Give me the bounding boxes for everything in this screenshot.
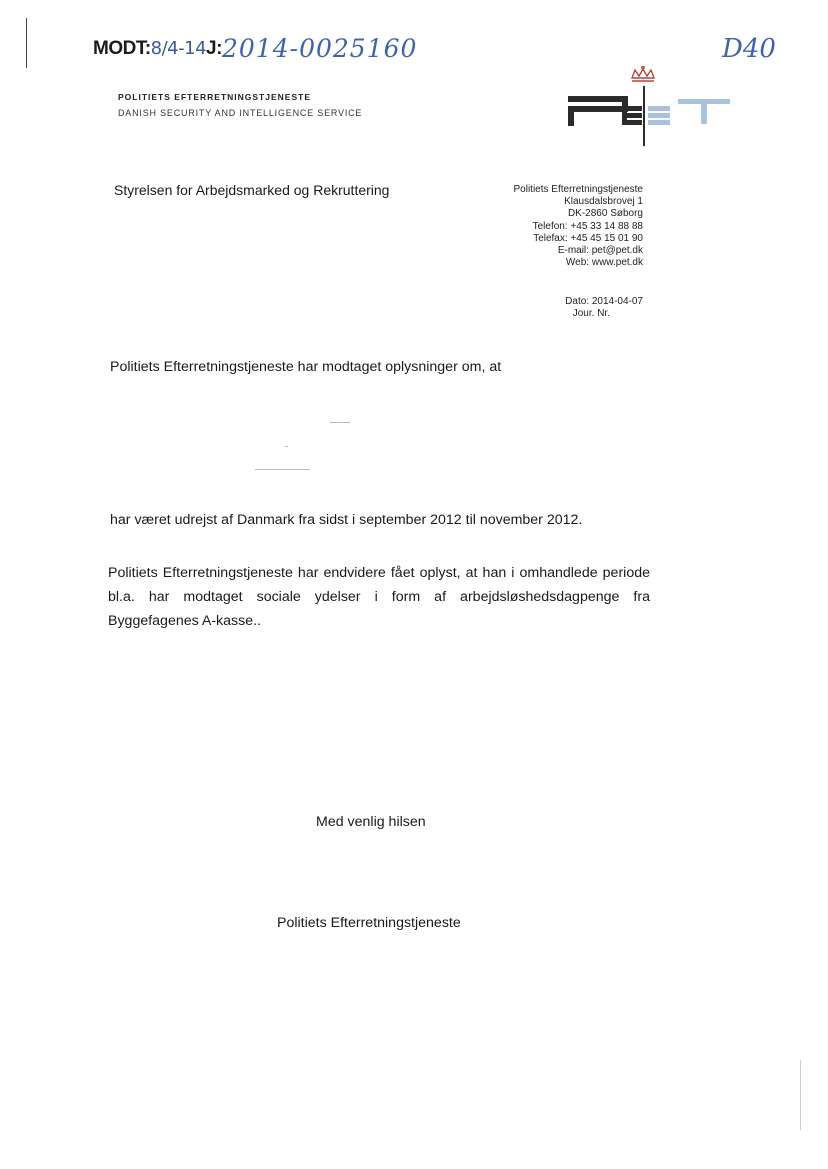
received-stamp (93, 38, 222, 60)
paragraph-travel: har været udrejst af Danmark fra sidst i september 2012 til november 2012. (110, 512, 583, 528)
crown-icon (632, 66, 654, 81)
recipient: Styrelsen for Arbejdsmarked og Rekruttering (114, 182, 390, 198)
paragraph-intro: Politiets Efterretningstjeneste har modtaget oplysninger om, at (110, 359, 502, 375)
org-name-english: DANISH SECURITY AND INTELLIGENCE SERVICE (118, 108, 363, 118)
received-date: 8/4-14 (150, 38, 207, 59)
pet-logo (560, 66, 735, 148)
sender-email: E-mail: pet@pet.dk (557, 245, 643, 257)
letter-date: Dato: 2014-04-07 (565, 296, 643, 307)
logo-letter-e (622, 106, 642, 125)
journal-number: 2014-0025160 (222, 34, 418, 63)
org-name-danish: POLITIETS EFTERRETNINGSTJENESTE (118, 92, 311, 102)
received-label: MODT: (93, 38, 151, 59)
journal-ref: Jour. Nr. (572, 308, 610, 320)
corner-code: D40 (722, 34, 776, 64)
logo-letter-p (568, 96, 628, 126)
sender-web: Web: www.pet.dk (565, 257, 643, 269)
redaction-trace (330, 422, 350, 423)
scan-edge (800, 1060, 801, 1130)
journal-label: J: (206, 38, 222, 59)
sender-street: Klausdalsbrovej 1 (564, 196, 643, 208)
sender-fax: Telefax: +45 45 15 01 90 (533, 232, 643, 244)
sender-phone: Telefon: +45 33 14 88 88 (532, 220, 643, 232)
sender-city: DK-2860 Søborg (567, 208, 643, 220)
logo-letter-t (678, 99, 730, 124)
signature: Politiets Efterretningstjeneste (277, 915, 461, 931)
sender-name: Politiets Efterretningstjeneste (513, 184, 643, 195)
sender-address (440, 184, 643, 269)
margin-line (26, 18, 27, 68)
paragraph-benefits: Politiets Efterretningstjeneste har endvidere fået oplyst, at han i omhandlede periode bl.a. har modtaget sociale ydelser i form af arbejdsløshedsdagpenge fra Byggefagenes A-kasse.. (108, 565, 650, 629)
date-block (470, 296, 643, 320)
closing-greeting: Med venlig hilsen (316, 814, 426, 830)
redaction-trace (255, 469, 310, 470)
redaction-trace (285, 446, 288, 447)
